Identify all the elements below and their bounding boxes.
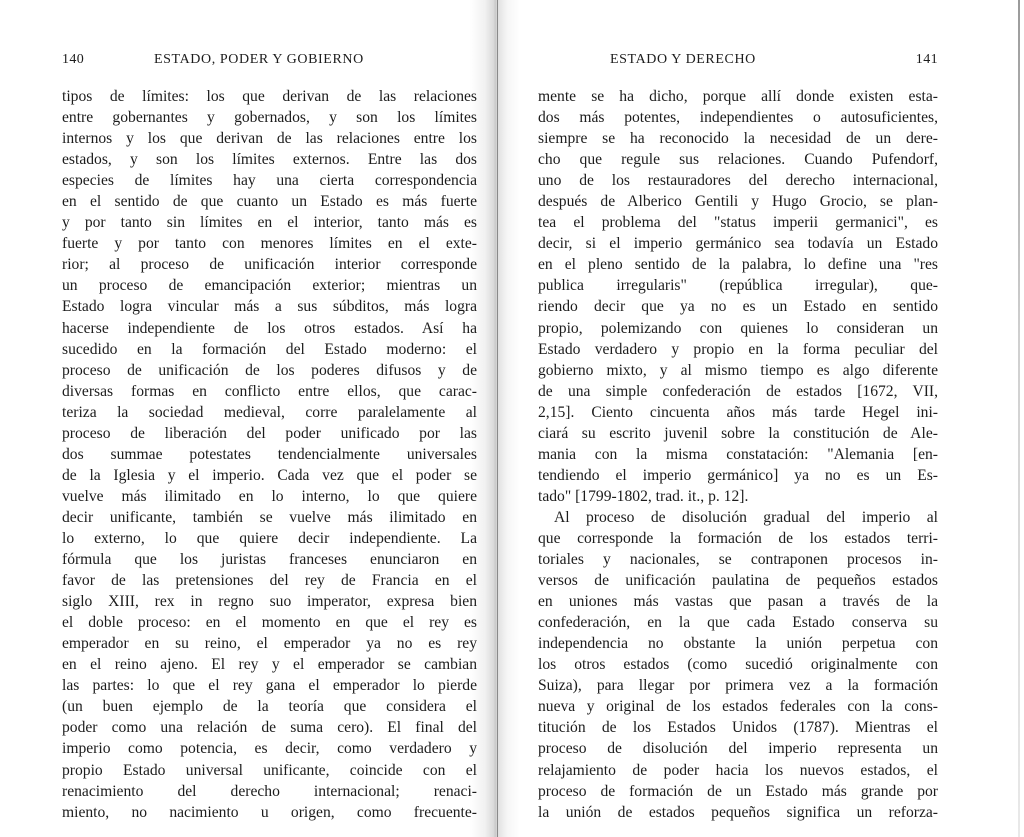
text-line: titución de los Estados Unidos (1787). Mientras el	[538, 719, 938, 737]
text-line: decir unificante, también se vuelve más ilimitado en	[62, 508, 477, 526]
text-line: internos y los que derivan de las relaciones entre los	[62, 130, 477, 148]
text-line: publica irregularis" (república irregular), que-	[538, 277, 938, 295]
text-line: proceso de liberación del poder unificado por las	[62, 424, 477, 442]
text-line: mania con la misma constatación: "Alemania [en-	[538, 445, 938, 463]
text-line: nueva y original de los estados federales con la cons-	[538, 698, 938, 716]
text-line: imperio como potencia, es decir, como verdadero y	[62, 740, 477, 758]
text-line: Suiza), para llegar por primera vez a la formación	[538, 677, 938, 695]
text-line: relajamiento de poder hacia los nuevos estados, el	[538, 761, 938, 779]
text-line: los otros estados (como sucedió originalmente con	[538, 656, 938, 674]
text-line: independencia no obstante la unión perpetua con	[538, 635, 938, 653]
text-line: (un buen ejemplo de la teoría que considera el	[62, 698, 477, 716]
text-line: renacimiento del derecho internacional; renaci-	[62, 782, 477, 800]
text-line: cho que regule sus relaciones. Cuando Pufendorf,	[538, 151, 938, 169]
text-line: tado" [1799-1802, trad. it., p. 12].	[538, 487, 749, 505]
text-line: uno de los restauradores del derecho internacional,	[538, 172, 938, 190]
text-line: riendo decir que ya no es un Estado en sentido	[538, 298, 938, 316]
right-page-header	[538, 52, 938, 74]
text-line: proceso de disolución del imperio representa un	[538, 740, 938, 758]
text-line: diversas formas en conflicto entre ellos, que carac-	[62, 382, 477, 400]
text-line: la unión de estados pequeños significa un reforza-	[538, 803, 938, 821]
text-line: entre gobernantes y gobernados, y son los límites	[62, 109, 477, 127]
text-line: el doble proceso: en el momento en que el rey es	[62, 614, 477, 632]
text-line: confederación, en la que cada Estado conserva su	[538, 614, 938, 632]
text-line: versos de unificación paulatina de pequeños estados	[538, 572, 938, 590]
text-line: vuelve más ilimitado en lo interno, lo que quiere	[62, 487, 477, 505]
text-line: lo externo, lo que quiere decir independiente. La	[62, 529, 477, 547]
text-line: y por tanto sin límites en el interior, tanto más es	[62, 214, 477, 232]
text-line: estados, y son los límites externos. Entre las dos	[62, 151, 477, 169]
left-running-head: ESTADO, PODER Y GOBIERNO	[154, 52, 364, 67]
gutter-fold-line	[497, 0, 498, 837]
right-page-text	[538, 86, 938, 823]
left-page-number: 140	[62, 52, 85, 67]
text-line: gobierno mixto, y al mismo tiempo es algo diferente	[538, 361, 938, 379]
text-line: fórmula que los juristas franceses enunciaron en	[62, 551, 477, 569]
text-line: de la Iglesia y el imperio. Cada vez que el poder se	[62, 466, 477, 484]
text-line: proceso de formación de un Estado más grande por	[538, 782, 938, 800]
text-line: tendiendo el imperio germánico] ya no es un Es-	[538, 466, 938, 484]
text-line: decir, si el imperio germánico sea todavía un Estado	[538, 235, 938, 253]
right-page-number: 141	[915, 52, 938, 67]
text-line: poder como una relación de suma cero). El final del	[62, 719, 477, 737]
text-line: propio Estado universal unificante, coincide con el	[62, 761, 477, 779]
text-line: especies de límites hay una cierta correspondencia	[62, 172, 477, 190]
text-line: Estado logra vincular más a sus súbditos, más logra	[62, 298, 477, 316]
text-line: en el sentido de que cuanto un Estado es más fuerte	[62, 193, 477, 211]
left-page-header	[62, 52, 477, 74]
text-line: 2,15]. Ciento cincuenta años más tarde Hegel ini-	[538, 403, 938, 421]
page-edge-shadow	[1018, 0, 1020, 837]
text-line: rior; al proceso de unificación interior corresponde	[62, 256, 477, 274]
text-line: tea el problema del "status imperii germanici", es	[538, 214, 938, 232]
book-gutter	[470, 0, 520, 837]
text-line: propio, polemizando con quienes lo consideran un	[538, 319, 938, 337]
text-line: siempre se ha reconocido la necesidad de un dere-	[538, 130, 938, 148]
text-line: hacerse independiente de los otros estados. Así ha	[62, 319, 477, 337]
text-line: Al proceso de disolución gradual del imperio al	[554, 508, 938, 526]
text-line: de una simple confederación de estados [1672, VII,	[538, 382, 938, 400]
text-line: teriza la sociedad medieval, corre paralelamente al	[62, 403, 477, 421]
text-line: tipos de límites: los que derivan de las relaciones	[62, 88, 477, 105]
left-page	[62, 0, 477, 837]
text-line: sucedido en la formación del Estado moderno: el	[62, 340, 477, 358]
text-line: en uniones más vastas que pasan a través de la	[538, 593, 938, 611]
text-line: fuerte y por tanto con menores límites en el exte-	[62, 235, 477, 253]
text-line: en el reino ajeno. El rey y el emperador se cambian	[62, 656, 477, 674]
text-line: ciará su escrito juvenil sobre la constitución de Ale-	[538, 424, 938, 442]
text-line: en el pleno sentido de la palabra, lo define una "res	[538, 256, 938, 274]
text-line: Estado verdadero y propio en la forma peculiar del	[538, 340, 938, 358]
text-line: dos summae potestates tendencialmente universales	[62, 445, 477, 463]
text-line: toriales y nacionales, se contraponen procesos in-	[538, 551, 938, 569]
text-line: siglo XIII, rex in regno suo imperator, expresa bien	[62, 593, 477, 611]
text-line: después de Alberico Gentili y Hugo Grocio, se plan-	[538, 193, 938, 211]
text-line: proceso de unificación de los poderes difusos y de	[62, 361, 477, 379]
text-line: favor de las pretensiones del rey de Francia en el	[62, 572, 477, 590]
left-page-text	[62, 86, 477, 823]
right-running-head: ESTADO Y DERECHO	[610, 52, 756, 67]
text-line: dos más potentes, independientes o autosuficientes,	[538, 109, 938, 127]
text-line: mente se ha dicho, porque allí donde existen esta-	[538, 88, 938, 105]
text-line: las partes: lo que el rey gana el emperador lo pierde	[62, 677, 477, 695]
text-line: emperador en su reino, el emperador ya no es rey	[62, 635, 477, 653]
right-page	[538, 0, 938, 837]
text-line: miento, no nacimiento u origen, como frecuente-	[62, 803, 477, 821]
text-line: un proceso de emancipación exterior; mientras un	[62, 277, 477, 295]
text-line: que corresponde la formación de los estados terri-	[538, 529, 938, 547]
